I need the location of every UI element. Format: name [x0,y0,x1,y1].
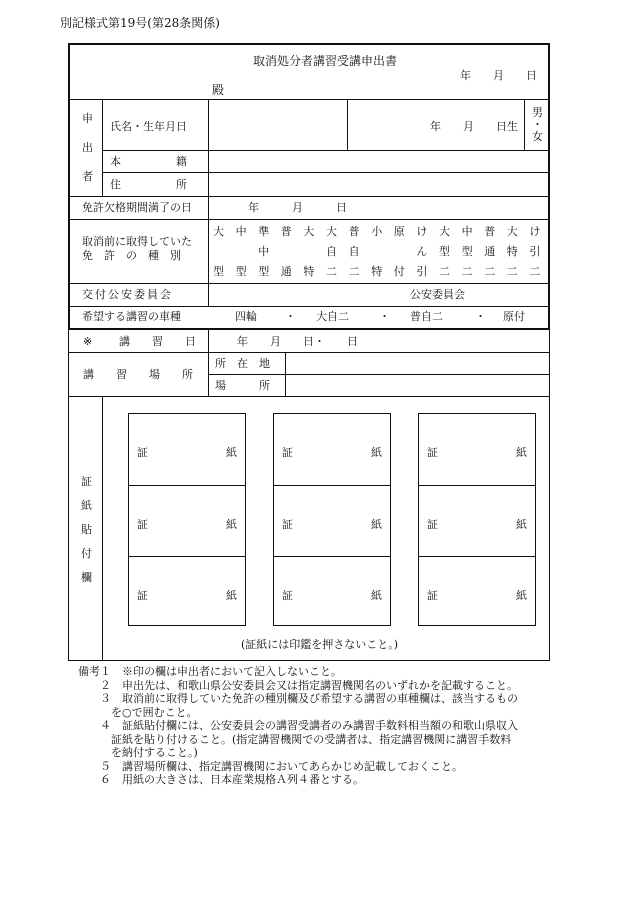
applicant-group-char-1: 申 [82,112,93,125]
license-type-char[interactable]: 型 [461,245,473,258]
stamp-slot[interactable] [274,414,390,485]
stamp-slot-right-label: 紙 [226,518,237,531]
stamp-area-char-3: 貼 [81,523,92,536]
license-type-char[interactable]: 特 [303,265,315,278]
stamp-slot-left-label: 証 [137,589,148,602]
sex-male[interactable]: 男 [532,106,543,119]
form-title: 取消処分者講習受講申出書 [253,54,398,68]
license-type-char[interactable]: ん [416,245,428,258]
addressee-suffix: 殿 [212,83,225,97]
stamp-slot[interactable] [419,485,535,556]
remark-line: 証紙を貼り付けること。(指定講習機関での受講者は、指定講習機関に講習手数料 [78,732,512,746]
stamp-area-char-1: 証 [81,475,92,488]
vehicle-separator-1: ・ [285,310,296,323]
remark-line: ２ 申出先は、和歌山県公安委員会又は指定講習機関名のいずれかを記載すること。 [78,678,518,692]
disqualification-date-field[interactable]: 年 月 日 [248,201,347,214]
stamp-slot-left-label: 証 [137,446,148,459]
remark-line: 備考１ ※印の欄は申出者において記入しないこと。 [78,665,342,678]
remark-line: ３ 取消前に取得していた免許の種別欄及び希望する講習の車種欄は、該当するもの [78,692,518,705]
stamp-slot-right-label: 紙 [371,518,382,531]
license-type-char[interactable]: 引 [416,265,428,278]
license-type-char[interactable]: 二 [529,265,541,278]
venue-place-label: 場 所 [215,379,270,392]
license-type-char[interactable]: 大 [326,225,337,238]
stamp-slot-right-label: 紙 [226,589,237,602]
stamp-slot-right-label: 紙 [371,589,382,602]
stamp-slot[interactable] [129,485,245,556]
license-types-label-1: 取消前に取得していた [82,235,192,248]
name-birth-label: 氏名・生年月日 [110,120,187,133]
remark-line: ６ 用紙の大きさは、日本産業規格Ａ列４番とする。 [78,773,364,786]
stamp-slot-left-label: 証 [427,446,438,459]
license-type-char[interactable]: 型 [235,265,247,278]
license-types-label-2: 免 許 の 種 別 [82,249,181,262]
stamp-slot-right-label: 紙 [226,446,237,459]
stamp-slot-left-label: 証 [427,589,438,602]
license-type-char[interactable]: け [416,225,428,238]
applicant-group-char-2: 出 [82,141,93,154]
license-type-char[interactable]: 引 [529,245,541,258]
stamp-box [128,413,246,626]
stamp-slot[interactable] [129,414,245,485]
stamp-area-char-5: 欄 [81,571,92,584]
course-date-field[interactable]: 年 月 日・ 日 [237,335,358,348]
remark-line: を納付すること。) [78,746,198,759]
address-field[interactable] [209,173,548,196]
stamp-slot-right-label: 紙 [516,446,527,459]
license-type-char[interactable]: 原 [393,225,405,238]
license-type-char[interactable]: 自 [348,245,360,258]
vehicle-option-moped[interactable]: 原付 [503,310,525,323]
course-info-box [68,330,550,661]
stamp-slot-left-label: 証 [282,518,293,531]
remark-line: を○で囲むこと。 [78,705,198,719]
stamp-box [418,413,536,626]
stamp-slot[interactable] [419,414,535,485]
license-type-char[interactable]: 大 [303,225,315,238]
address-label: 住 所 [110,178,187,191]
license-type-char[interactable]: 中 [235,225,247,238]
license-type-char[interactable]: 中 [461,225,473,238]
license-type-char[interactable]: 二 [326,265,337,278]
license-type-char[interactable]: 自 [326,245,337,258]
license-type-char[interactable]: 二 [439,265,450,278]
license-type-char[interactable]: 小 [371,225,383,238]
vehicle-type-label: 希望する講習の車種 [82,310,181,323]
stamp-slot-left-label: 証 [137,518,148,531]
vehicle-separator-2: ・ [379,310,390,323]
commission-field[interactable]: 公安委員会 [410,288,465,301]
remarks [78,665,558,787]
vehicle-separator-3: ・ [475,310,486,323]
stamp-box [273,413,391,626]
license-type-char[interactable]: 普 [484,225,496,238]
license-type-char[interactable]: 大 [439,225,450,238]
course-date-label: 講 習 日 [119,335,196,348]
domicile-field[interactable] [209,151,548,172]
venue-location-label: 所 在 地 [215,357,270,370]
license-type-char[interactable]: 普 [348,225,360,238]
stamp-slot-right-label: 紙 [371,446,382,459]
sex-female[interactable]: 女 [532,130,543,143]
license-type-char[interactable]: 付 [393,265,405,278]
remark-line: ４ 証紙貼付欄には、公安委員会の講習受講者のみ講習手数料相当額の和歌山県収入 [78,719,518,732]
license-type-char[interactable]: け [529,225,541,238]
stamp-note: (証紙には印鑑を押さないこと。) [241,638,399,651]
license-type-char[interactable]: 型 [258,265,270,278]
form-number-label: 別記様式第19号(第28条関係) [60,16,220,30]
stamp-slot[interactable] [274,556,390,627]
license-type-char[interactable]: 通 [280,265,292,278]
stamp-area-char-2: 紙 [81,499,92,512]
license-type-char[interactable]: 通 [484,245,496,258]
venue-label: 講 習 場 所 [83,368,193,381]
stamp-slot-right-label: 紙 [516,589,527,602]
applicant-group-char-3: 者 [82,170,93,183]
license-type-char[interactable]: 二 [484,265,496,278]
license-type-char[interactable]: 大 [213,225,224,238]
stamp-slot-left-label: 証 [282,446,293,459]
license-type-char[interactable]: 型 [213,265,224,278]
remark-line: ５ 講習場所欄は、指定講習機関においてあらかじめ記載しておくこと。 [78,759,463,773]
stamp-slot-left-label: 証 [282,589,293,602]
stamp-slot[interactable] [419,556,535,627]
vehicle-option-large-moto[interactable]: 大自二 [316,310,349,323]
license-type-char[interactable]: 大 [506,225,518,238]
submission-date[interactable]: 年 月 日 [460,69,537,82]
license-type-char[interactable]: 中 [258,245,270,258]
birth-date-field[interactable]: 年 月 日生 [430,120,518,133]
license-type-char[interactable]: 二 [461,265,473,278]
license-type-char[interactable]: 二 [506,265,518,278]
stamp-slot-left-label: 証 [427,518,438,531]
admin-only-mark: ※ [83,335,93,348]
license-types-grid [209,220,548,283]
stamp-area-char-4: 付 [81,547,92,560]
license-type-char[interactable]: 二 [348,265,360,278]
license-type-char[interactable]: 準 [258,225,270,238]
license-type-char[interactable]: 型 [439,245,450,258]
sex-separator: ・ [532,118,543,131]
stamp-slot[interactable] [129,556,245,627]
application-form-box [68,43,550,330]
venue-location-field[interactable] [286,353,549,374]
vehicle-option-four-wheel[interactable]: 四輪 [235,310,257,323]
venue-place-field[interactable] [286,375,549,396]
vehicle-option-regular-moto[interactable]: 普自二 [410,310,443,323]
commission-label: 交付公安委員会 [82,288,173,301]
disqualification-label: 免許欠格期間満了の日 [82,201,192,214]
stamp-slot[interactable] [274,485,390,556]
domicile-label: 本 籍 [110,155,187,168]
license-type-char[interactable]: 普 [280,225,292,238]
license-type-char[interactable]: 特 [371,265,383,278]
name-field[interactable] [209,100,346,150]
stamp-slot-right-label: 紙 [516,518,527,531]
license-type-char[interactable]: 特 [506,245,518,258]
